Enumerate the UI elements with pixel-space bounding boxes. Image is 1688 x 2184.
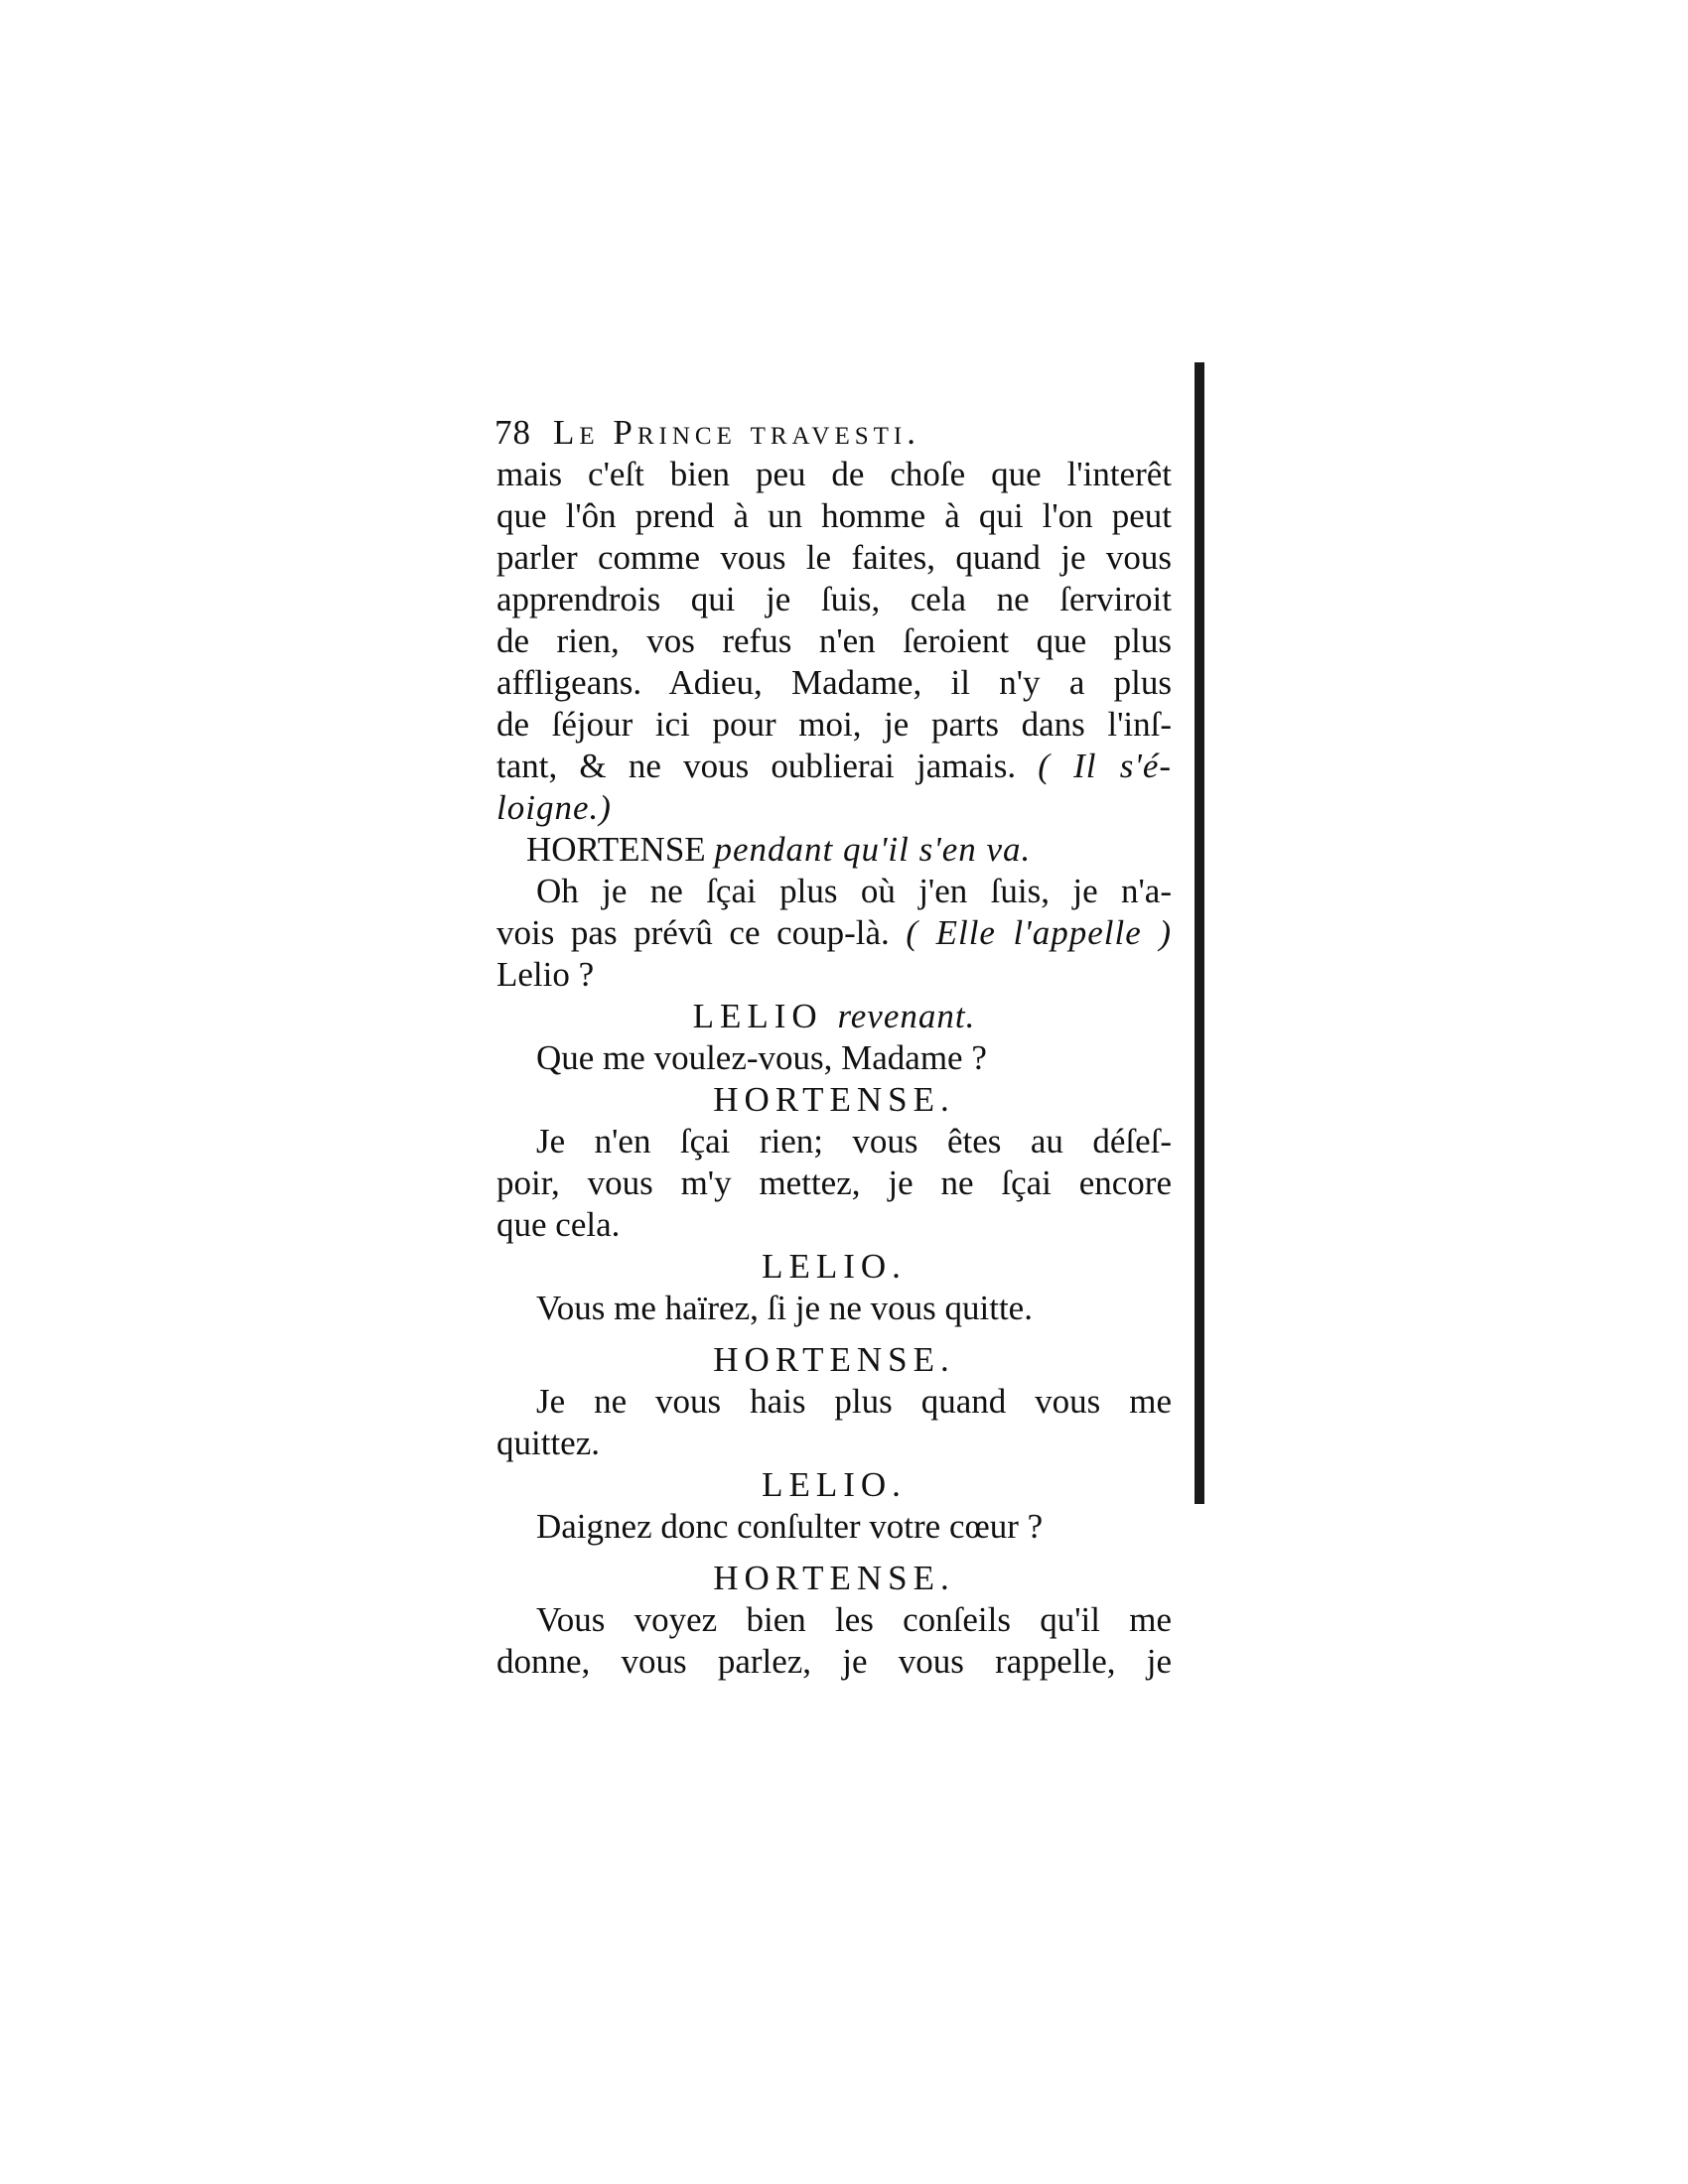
text-line: de ſéjour ici pour moi, je parts dans l'inſ-	[496, 705, 1172, 744]
speaker-name: LELIO	[692, 997, 823, 1035]
speaker-heading	[496, 996, 1172, 1037]
speaker-heading: HORTENSE.	[713, 1559, 955, 1597]
speaker-heading: LELIO.	[762, 1465, 907, 1504]
text-line	[496, 746, 1172, 787]
text-line: apprendrois qui je ſuis, cela ne ſerviroit	[496, 580, 1172, 618]
speaker-heading: HORTENSE.	[713, 1080, 955, 1119]
page-number: 78	[494, 413, 531, 452]
stage-direction: ( Elle l'appelle )	[906, 913, 1172, 952]
text-line: Que me voulez-vous, Madame ?	[536, 1038, 987, 1077]
stage-direction: revenant.	[837, 997, 976, 1035]
text-line: Vous voyez bien les conſeils qu'il me	[536, 1600, 1172, 1639]
speaker-heading: HORTENSE.	[713, 1340, 955, 1379]
text-line: Je ne vous hais plus quand vous me	[536, 1382, 1172, 1421]
text-line: Daignez donc conſulter votre cœur ?	[536, 1507, 1044, 1546]
text-line: que cela.	[496, 1205, 621, 1244]
stage-direction: pendant qu'il s'en va.	[714, 830, 1032, 869]
text-line: que l'ôn prend à un homme à qui l'on peut	[496, 496, 1172, 535]
running-title: Le Prince travesti.	[553, 413, 920, 452]
text-line: de rien, vos refus n'en ſeroient que plus	[496, 621, 1172, 660]
text-line: Vous me haïrez, ſi je ne vous quitte.	[536, 1289, 1033, 1327]
stage-direction: loigne.)	[496, 788, 612, 827]
text-line: Oh je ne ſçai plus où j'en ſuis, je n'a-	[536, 872, 1172, 910]
text-line	[496, 787, 1172, 829]
text-line: affligeans. Adieu, Madame, il n'y a plus	[496, 663, 1172, 702]
text-line: Je n'en ſçai rien; vous êtes au déſeſ-	[536, 1122, 1172, 1160]
text-span: tant, & ne vous oublierai jamais.	[496, 747, 1017, 785]
running-head	[494, 412, 1172, 454]
text-line: Lelio ?	[496, 955, 595, 994]
text-block	[496, 412, 1172, 1683]
text-line: donne, vous parlez, je vous rappelle, je	[496, 1642, 1172, 1681]
stage-direction: ( Il s'é-	[1038, 747, 1173, 785]
speaker-heading: LELIO.	[762, 1247, 907, 1286]
speaker-name: HORTENSE	[526, 830, 706, 869]
speaker-heading	[496, 829, 1172, 871]
text-line: mais c'eſt bien peu de choſe que l'interêt	[496, 455, 1172, 493]
text-line	[496, 912, 1172, 954]
text-line: poir, vous m'y mettez, je ne ſçai encore	[496, 1163, 1172, 1202]
page-edge-shadow	[1195, 362, 1204, 1504]
text-line: parler comme vous le faites, quand je vous	[496, 538, 1172, 577]
text-span: vois pas prévû ce coup-là.	[496, 913, 890, 952]
text-line: quittez.	[496, 1424, 600, 1462]
